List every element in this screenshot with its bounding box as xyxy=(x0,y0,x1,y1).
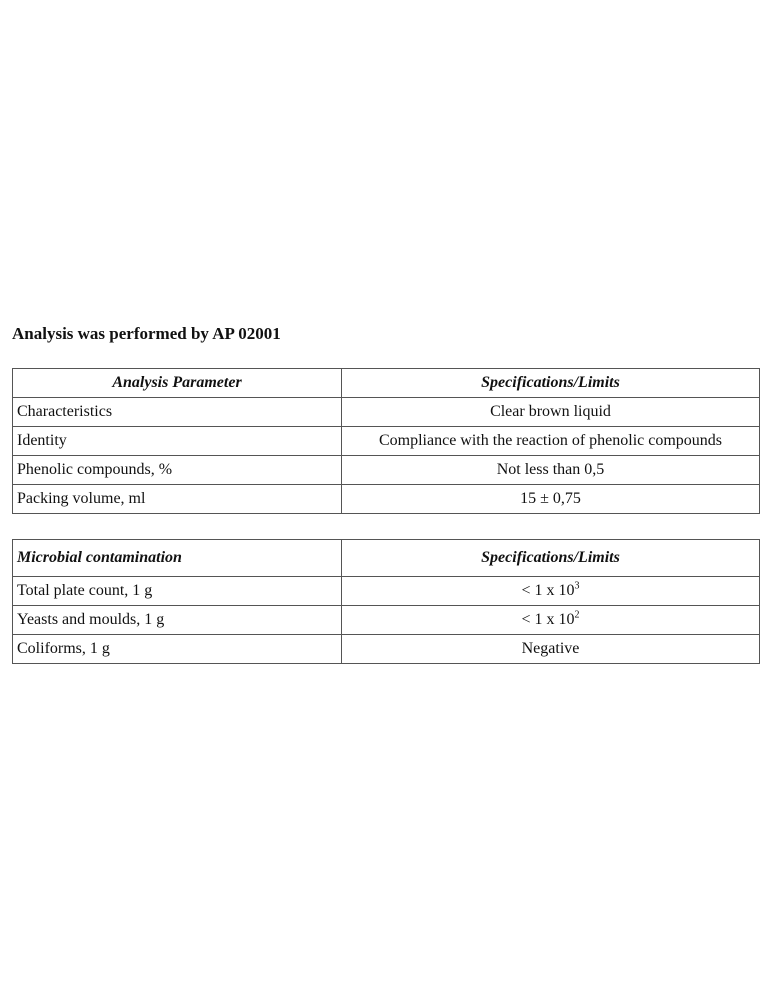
analysis-table xyxy=(12,368,760,514)
column-header-specifications: Specifications/Limits xyxy=(342,369,760,398)
limit-base: < 1 x 10 xyxy=(521,582,575,599)
parameter-cell: Total plate count, 1 g xyxy=(13,577,342,606)
table-row xyxy=(13,635,760,664)
table-row xyxy=(13,456,760,485)
table-row xyxy=(13,427,760,456)
parameter-cell: Characteristics xyxy=(13,398,342,427)
parameter-cell: Yeasts and moulds, 1 g xyxy=(13,606,342,635)
microbial-table xyxy=(12,539,760,664)
column-header-microbial-contamination: Microbial contamination xyxy=(13,540,342,577)
table-header-row xyxy=(13,540,760,577)
limit-exponent: 2 xyxy=(574,609,580,621)
limit-cell xyxy=(342,635,760,664)
limit-cell xyxy=(342,577,760,606)
table-header-row xyxy=(13,369,760,398)
parameter-cell: Coliforms, 1 g xyxy=(13,635,342,664)
limit-cell: Clear brown liquid xyxy=(342,398,760,427)
limit-base: < 1 x 10 xyxy=(521,611,575,628)
limit-cell: Compliance with the reaction of phenolic compounds xyxy=(342,427,760,456)
table-row xyxy=(13,485,760,514)
parameter-cell: Identity xyxy=(13,427,342,456)
limit-base: Negative xyxy=(521,640,580,657)
column-header-analysis-parameter: Analysis Parameter xyxy=(13,369,342,398)
limit-cell: 15 ± 0,75 xyxy=(342,485,760,514)
parameter-cell: Packing volume, ml xyxy=(13,485,342,514)
limit-cell xyxy=(342,606,760,635)
limit-exponent: 3 xyxy=(574,580,580,592)
parameter-cell: Phenolic compounds, % xyxy=(13,456,342,485)
table-row xyxy=(13,606,760,635)
column-header-specifications: Specifications/Limits xyxy=(342,540,760,577)
table-row xyxy=(13,577,760,606)
table-row xyxy=(13,398,760,427)
limit-cell: Not less than 0,5 xyxy=(342,456,760,485)
page-heading: Analysis was performed by AP 02001 xyxy=(12,324,281,343)
